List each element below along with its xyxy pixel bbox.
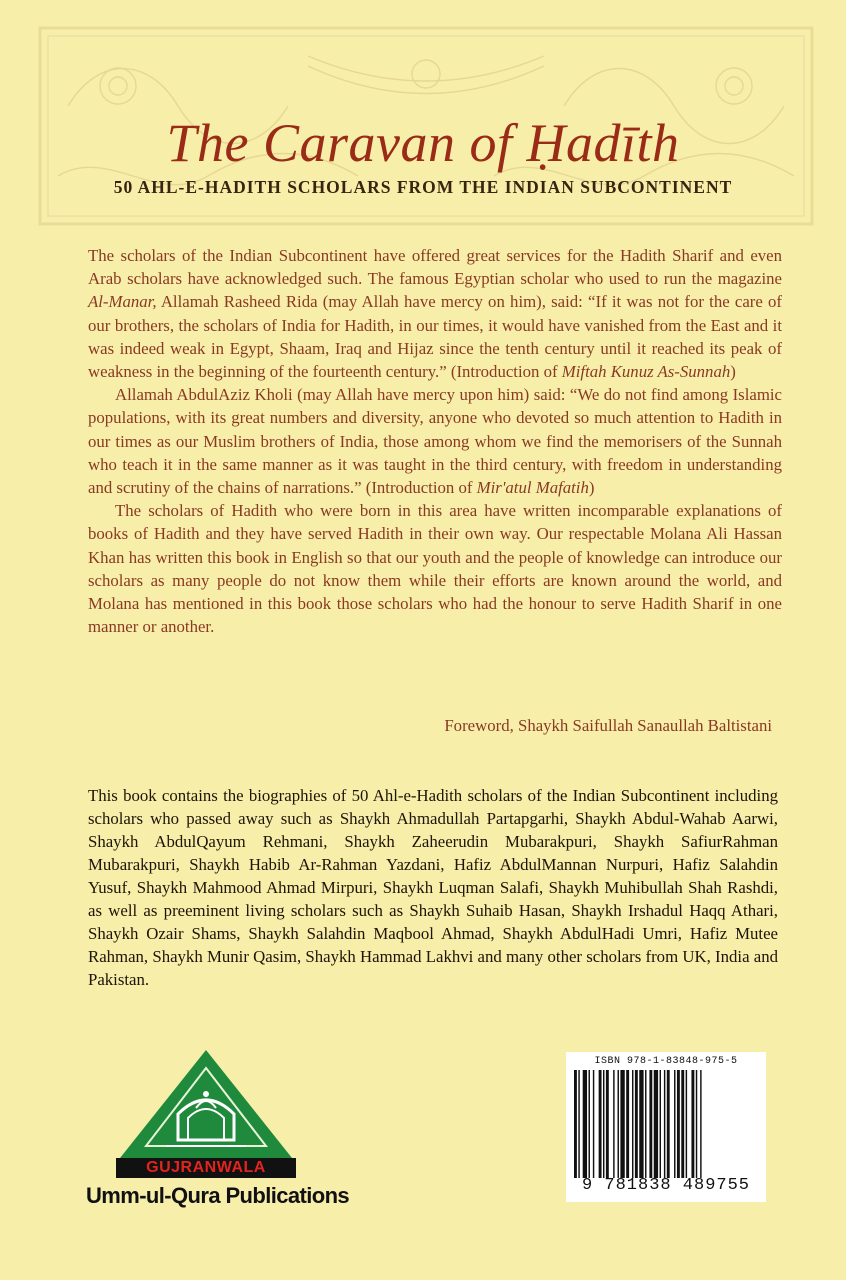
book-reference: Miftah Kunuz As-Sunnah	[561, 362, 731, 382]
foreword-text: )	[588, 478, 595, 498]
barcode-panel	[566, 1052, 766, 1202]
foreword-text: Allamah AbdulAziz Kholi (may Allah have mercy upon him) said: “We do not find among Islamic populations, with its great numbers and diversity, anyone who devoted so much attention to Hadith in our times as our Muslim brothers of India, those among whom we find the memorisers of the Sunnah who teach it in the same manner as it was taught in the third century, with freedom in understanding and scrutiny of the chains of narrations.” (Introduction of	[88, 385, 782, 498]
foreword-text: The scholars of the Indian Subcontinent have offered great services for the Hadith Sharif and even Arab scholars have acknowledged such. The famous Egyptian scholar who used to run the magazine	[88, 246, 782, 289]
barcode-bar	[613, 1070, 614, 1178]
barcode-bar	[574, 1070, 577, 1178]
magazine-name: Al-Manar,	[88, 292, 157, 312]
barcode-bar	[618, 1070, 619, 1178]
book-title: The Caravan of Ḥadīth	[166, 113, 680, 173]
barcode-bar	[578, 1070, 579, 1178]
isbn-label: ISBN 978-1-83848-975-5	[594, 1056, 738, 1067]
barcode-bar	[632, 1070, 633, 1178]
barcode-bar	[635, 1070, 638, 1178]
barcode-bar	[626, 1070, 629, 1178]
foreword-text: Allamah Rasheed Rida (may Allah have mercy on him), said: “If it was not for the care of our brothers, the scholars of India for Hadith, in our times, it would have vanished from the East and it was indeed weak in Egypt, Shaam, Iraq and Hijaz since the tenth century until it reached its peak of weakness in the beginning of the fourteenth century.” (Introduction of	[88, 292, 782, 382]
ean-number: 9 781838 489755	[581, 1176, 751, 1195]
barcode-bar	[700, 1070, 701, 1178]
barcode-bar	[603, 1070, 604, 1178]
barcode-bar	[686, 1070, 687, 1178]
barcode-bar	[674, 1070, 675, 1178]
barcode-icon	[574, 1070, 758, 1178]
publisher-city: GUJRANWALA	[116, 1158, 296, 1178]
barcode-bar	[664, 1070, 665, 1178]
foreword-paragraph-1	[88, 244, 782, 383]
barcode-bar	[667, 1070, 670, 1178]
mosque-triangle-logo-icon	[116, 1048, 296, 1158]
barcode-bar	[583, 1070, 587, 1178]
barcode-bar	[620, 1070, 624, 1178]
barcode-bar	[645, 1070, 646, 1178]
barcode-bar	[660, 1070, 661, 1178]
barcode-bar	[639, 1070, 643, 1178]
barcode-bar	[681, 1070, 684, 1178]
foreword-text: )	[730, 362, 736, 382]
foreword-block	[88, 244, 782, 638]
barcode-bar	[654, 1070, 658, 1178]
barcode-bar	[593, 1070, 594, 1178]
barcode-bar	[589, 1070, 590, 1178]
foreword-signature: Foreword, Shaykh Saifullah Sanaullah Baltistani	[444, 716, 772, 735]
barcode-bar	[599, 1070, 602, 1178]
barcode-bar	[696, 1070, 697, 1178]
barcode-bar	[649, 1070, 652, 1178]
book-description: This book contains the biographies of 50 Ahl-e-Hadith scholars of the Indian Subcontinent including scholars who passed away such as Shaykh Ahmadullah Partapgarhi, Shaykh Abdul-Wahab Aarwi, Shaykh AbdulQayum Rehmani, Shaykh Zaheerudin Mubarakpuri, Shaykh SafiurRahman Mubarakpuri, Shaykh Habib Ar-Rahman Yazdani, Hafiz AbdulMannan Nurpuri, Hafiz Salahdin Yusuf, Shaykh Mahmood Ahmad Mirpuri, Shaykh Luqman Salafi, Shaykh Muhibullah Shah Rashdi, as well as preeminent living scholars such as Shaykh Suhaib Hasan, Shaykh Irshadul Haqq Athari, Shaykh Ozair Shams, Shaykh Salahdin Maqbool Ahmad, Shaykh AbdulHadi Umri, Hafiz Mutee Rahman, Shaykh Munir Qasim, Shaykh Hammad Lakhvi and many other scholars from UK, India and Pakistan.	[88, 786, 778, 989]
barcode-bar	[677, 1070, 680, 1178]
barcode-bar	[691, 1070, 694, 1178]
barcode-bar	[606, 1070, 609, 1178]
foreword-paragraph-3: The scholars of Hadith who were born in this area have written incomparable explanations of books of Hadith and they have served Hadith in their own way. Our respectable Molana Ali Hassan Khan has written this book in English so that our youth and the people of knowledge can introduce our scholars as many people do not know them while their efforts are known around the world, and Molana has mentioned in this book those scholars who had the honour to serve Hadith Sharif in one manner or another.	[88, 501, 782, 637]
book-reference: Mir'atul Mafatih	[476, 478, 589, 498]
book-subtitle: 50 AHL-E-HADITH SCHOLARS FROM THE INDIAN SUBCONTINENT	[113, 177, 733, 197]
publisher-name: Umm-ul-Qura Publications	[86, 1183, 350, 1208]
foreword-paragraph-2	[88, 383, 782, 499]
